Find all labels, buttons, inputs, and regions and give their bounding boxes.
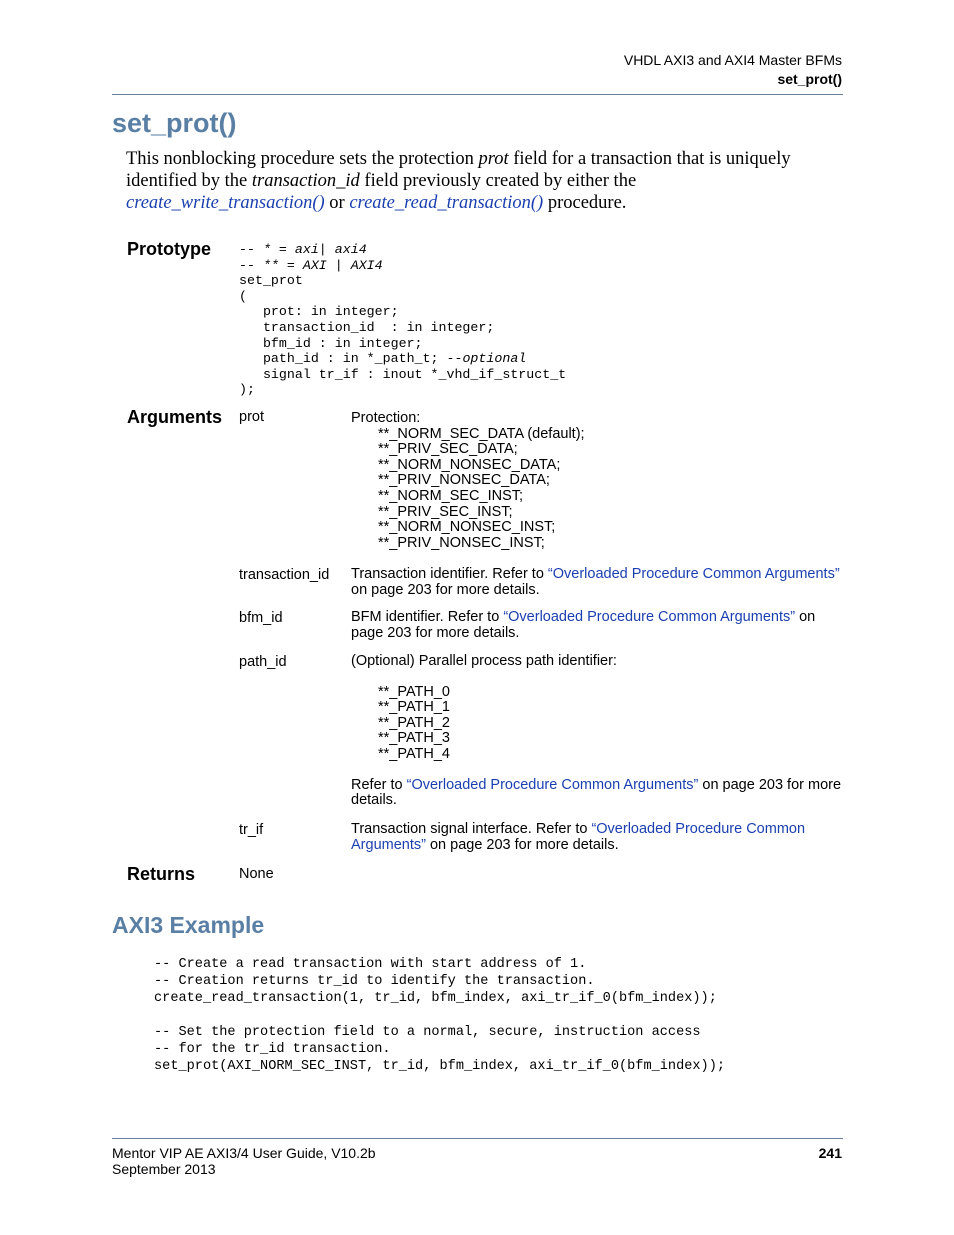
footer-guide-title: Mentor VIP AE AXI3/4 User Guide, V10.2b [112, 1145, 376, 1161]
arg-desc-text: Protection: [351, 410, 421, 426]
code-line: ( [239, 288, 247, 304]
code-line: transaction_id : in integer; [239, 319, 495, 335]
returns-value: None [239, 866, 274, 882]
intro-text: This nonblocking procedure sets the protection [126, 149, 479, 169]
enum-value: **_PATH_2 [378, 714, 450, 731]
code-line: signal tr_if : inout *_vhd_if_struct_t [239, 366, 567, 382]
arg-desc-tr-if: Transaction signal interface. Refer to “Overloaded Procedure Common Arguments” on page 203 for more details. [351, 821, 806, 853]
code-line: -- Creation returns tr_id to identify the transaction. [154, 974, 595, 989]
footer-rule [112, 1138, 843, 1139]
footer-date: September 2013 [112, 1161, 216, 1177]
page-title: set_prot() [112, 108, 237, 138]
code-line: prot: in integer; [239, 304, 399, 320]
running-header-section: set_prot() [777, 71, 842, 87]
code-line: bfm_id : in integer; [239, 335, 423, 351]
arg-desc-text: (Optional) Parallel process path identifier: [351, 653, 617, 669]
footer-info [112, 1145, 376, 1177]
code-line: ); [239, 382, 255, 398]
code-line: path_id : in *_path_t; -- [239, 351, 463, 367]
intro-transaction-id-term: transaction_id [251, 171, 360, 191]
code-optional-word: optional [462, 351, 527, 367]
arg-desc-bfm-id: BFM identifier. Refer to “Overloaded Procedure Common Arguments” on page 203 for more details. [351, 609, 816, 641]
arg-name-tr-if: tr_if [239, 822, 264, 838]
code-line: -- ** = AXI | AXI4 [239, 257, 383, 273]
code-line: create_read_transaction(1, tr_id, bfm_index, axi_tr_if_0(bfm_index)); [154, 991, 717, 1006]
arg-desc-path-id [351, 654, 843, 809]
enum-value: **_PATH_3 [378, 730, 450, 747]
arg-name-bfm-id: bfm_id [239, 610, 283, 626]
example-heading: AXI3 Example [112, 912, 265, 938]
enum-value: **_PRIV_NONSEC_INST; [378, 534, 545, 551]
arg-name-transaction-id: transaction_id [239, 567, 330, 583]
intro-text: field previously created by either the [359, 171, 637, 191]
header-rule [112, 94, 843, 95]
enum-value: **_PRIV_SEC_DATA; [378, 441, 518, 458]
overloaded-args-link[interactable]: “Overloaded Procedure Common Arguments” [547, 566, 840, 582]
overloaded-args-link[interactable]: “Overloaded Procedure Common Arguments” [503, 609, 796, 625]
intro-text: field for a transaction that is uniquely identified by the [126, 149, 791, 191]
enum-value: **_NORM_SEC_DATA (default); [378, 425, 585, 442]
enum-value: **_PATH_4 [378, 745, 450, 762]
arg-desc-transaction-id: Transaction identifier. Refer to “Overloaded Procedure Common Arguments” on page 203 for more details. [351, 566, 840, 598]
code-line: -- Create a read transaction with start address of 1. [154, 957, 587, 972]
arg-name-path-id: path_id [239, 654, 287, 670]
arguments-label: Arguments [127, 407, 223, 427]
intro-paragraph [126, 148, 836, 214]
code-line: set_prot(AXI_NORM_SEC_INST, tr_id, bfm_index, axi_tr_if_0(bfm_index)); [154, 1059, 726, 1074]
enum-value: **_NORM_NONSEC_DATA; [378, 456, 561, 473]
enum-value: **_PRIV_SEC_INST; [378, 503, 513, 520]
code-line: set_prot [239, 273, 303, 289]
code-line: -- Set the protection field to a normal, secure, instruction access [154, 1025, 701, 1040]
running-header-chapter: VHDL AXI3 and AXI4 Master BFMs [623, 52, 842, 68]
arg-desc-text: Refer to “Overloaded Procedure Common Arguments” on page 203 for more details. [351, 776, 842, 809]
intro-prot-term: prot [478, 149, 509, 169]
code-line: -- * = axi| axi4 [239, 242, 367, 257]
overloaded-args-link[interactable]: “Overloaded Procedure Common Arguments” [351, 821, 806, 853]
page-number: 241 [818, 1145, 842, 1161]
example-code [154, 956, 725, 1075]
arg-desc-prot [351, 411, 843, 551]
create-write-transaction-link[interactable]: create_write_transaction() [126, 193, 325, 213]
prototype-label: Prototype [127, 239, 212, 259]
create-read-transaction-link[interactable]: create_read_transaction() [349, 193, 544, 213]
enum-value: **_PATH_1 [378, 699, 450, 716]
enum-value: **_NORM_NONSEC_INST; [378, 519, 556, 536]
arg-name-prot: prot [239, 409, 264, 425]
code-line: -- for the tr_id transaction. [154, 1042, 391, 1057]
overloaded-args-link[interactable]: “Overloaded Procedure Common Arguments” [406, 776, 699, 793]
intro-text: or [324, 193, 350, 213]
enum-value: **_PATH_0 [378, 683, 450, 700]
returns-label: Returns [127, 864, 196, 884]
intro-text: procedure. [543, 193, 627, 213]
prototype-code [239, 242, 566, 398]
enum-value: **_NORM_SEC_INST; [378, 487, 524, 504]
enum-value: **_PRIV_NONSEC_DATA; [378, 472, 550, 489]
